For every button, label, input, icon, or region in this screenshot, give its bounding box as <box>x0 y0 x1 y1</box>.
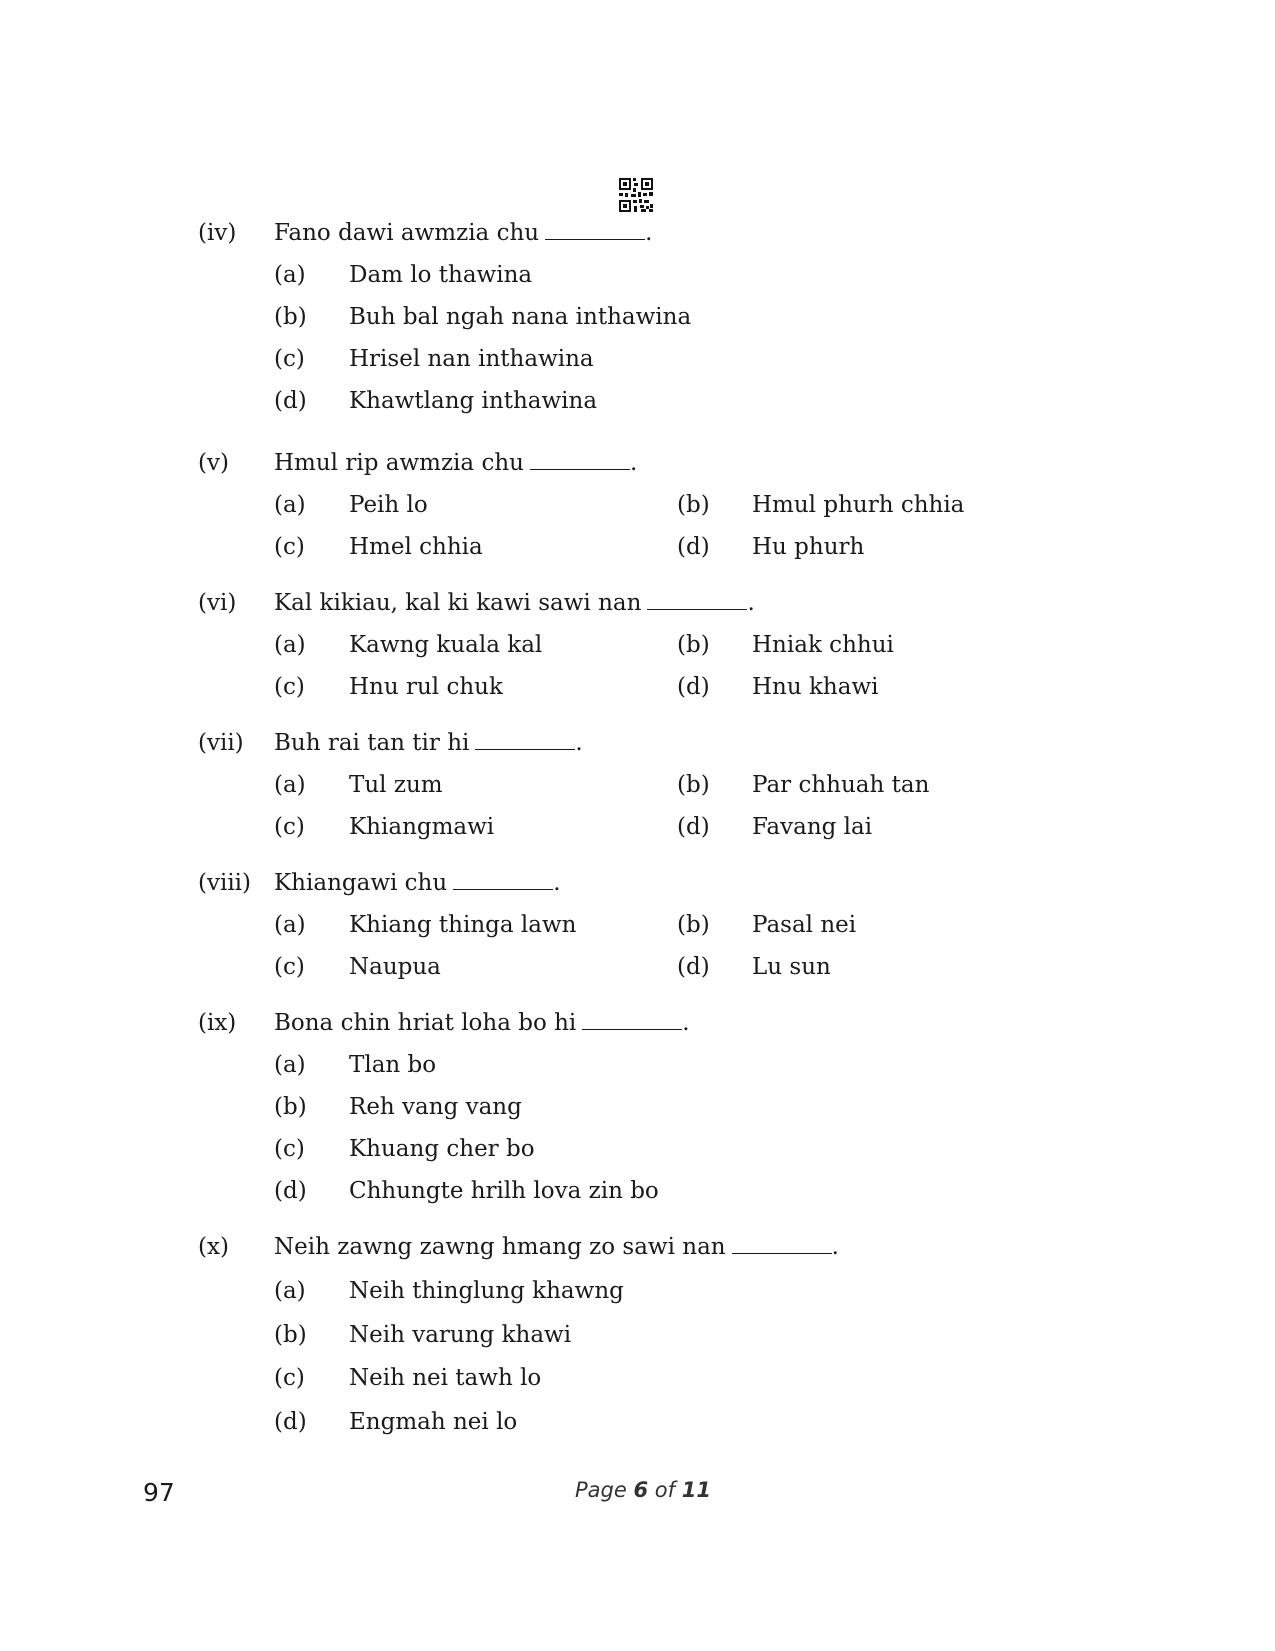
question-number: (ix) <box>198 1010 237 1036</box>
question-number: (v) <box>198 450 229 476</box>
answer-blank <box>647 589 747 610</box>
question-number: (x) <box>198 1234 229 1260</box>
question-stem: Neih zawng zawng hmang zo sawi nan . <box>274 1234 839 1260</box>
answer-blank <box>732 1233 832 1254</box>
answer-blank <box>453 869 553 890</box>
answer-blank <box>530 449 630 470</box>
answer-blank <box>582 1009 682 1030</box>
question-stem: Khiangawi chu . <box>274 870 561 896</box>
question-number: (vi) <box>198 590 237 616</box>
qr-code-icon <box>619 178 653 212</box>
question-stem: Fano dawi awmzia chu . <box>274 220 653 246</box>
answer-blank <box>475 729 575 750</box>
paper-code: 97 <box>143 1478 175 1507</box>
question-stem: Bona chin hriat loha bo hi . <box>274 1010 690 1036</box>
question-stem: Hmul rip awmzia chu . <box>274 450 638 476</box>
answer-blank <box>545 219 645 240</box>
question-number: (iv) <box>198 220 237 246</box>
page-number: Page 6 of 11 <box>575 1478 711 1502</box>
question-number: (vii) <box>198 730 244 756</box>
question-stem: Kal kikiau, kal ki kawi sawi nan . <box>274 590 755 616</box>
question-stem: Buh rai tan tir hi . <box>274 730 583 756</box>
question-number: (viii) <box>198 870 252 896</box>
